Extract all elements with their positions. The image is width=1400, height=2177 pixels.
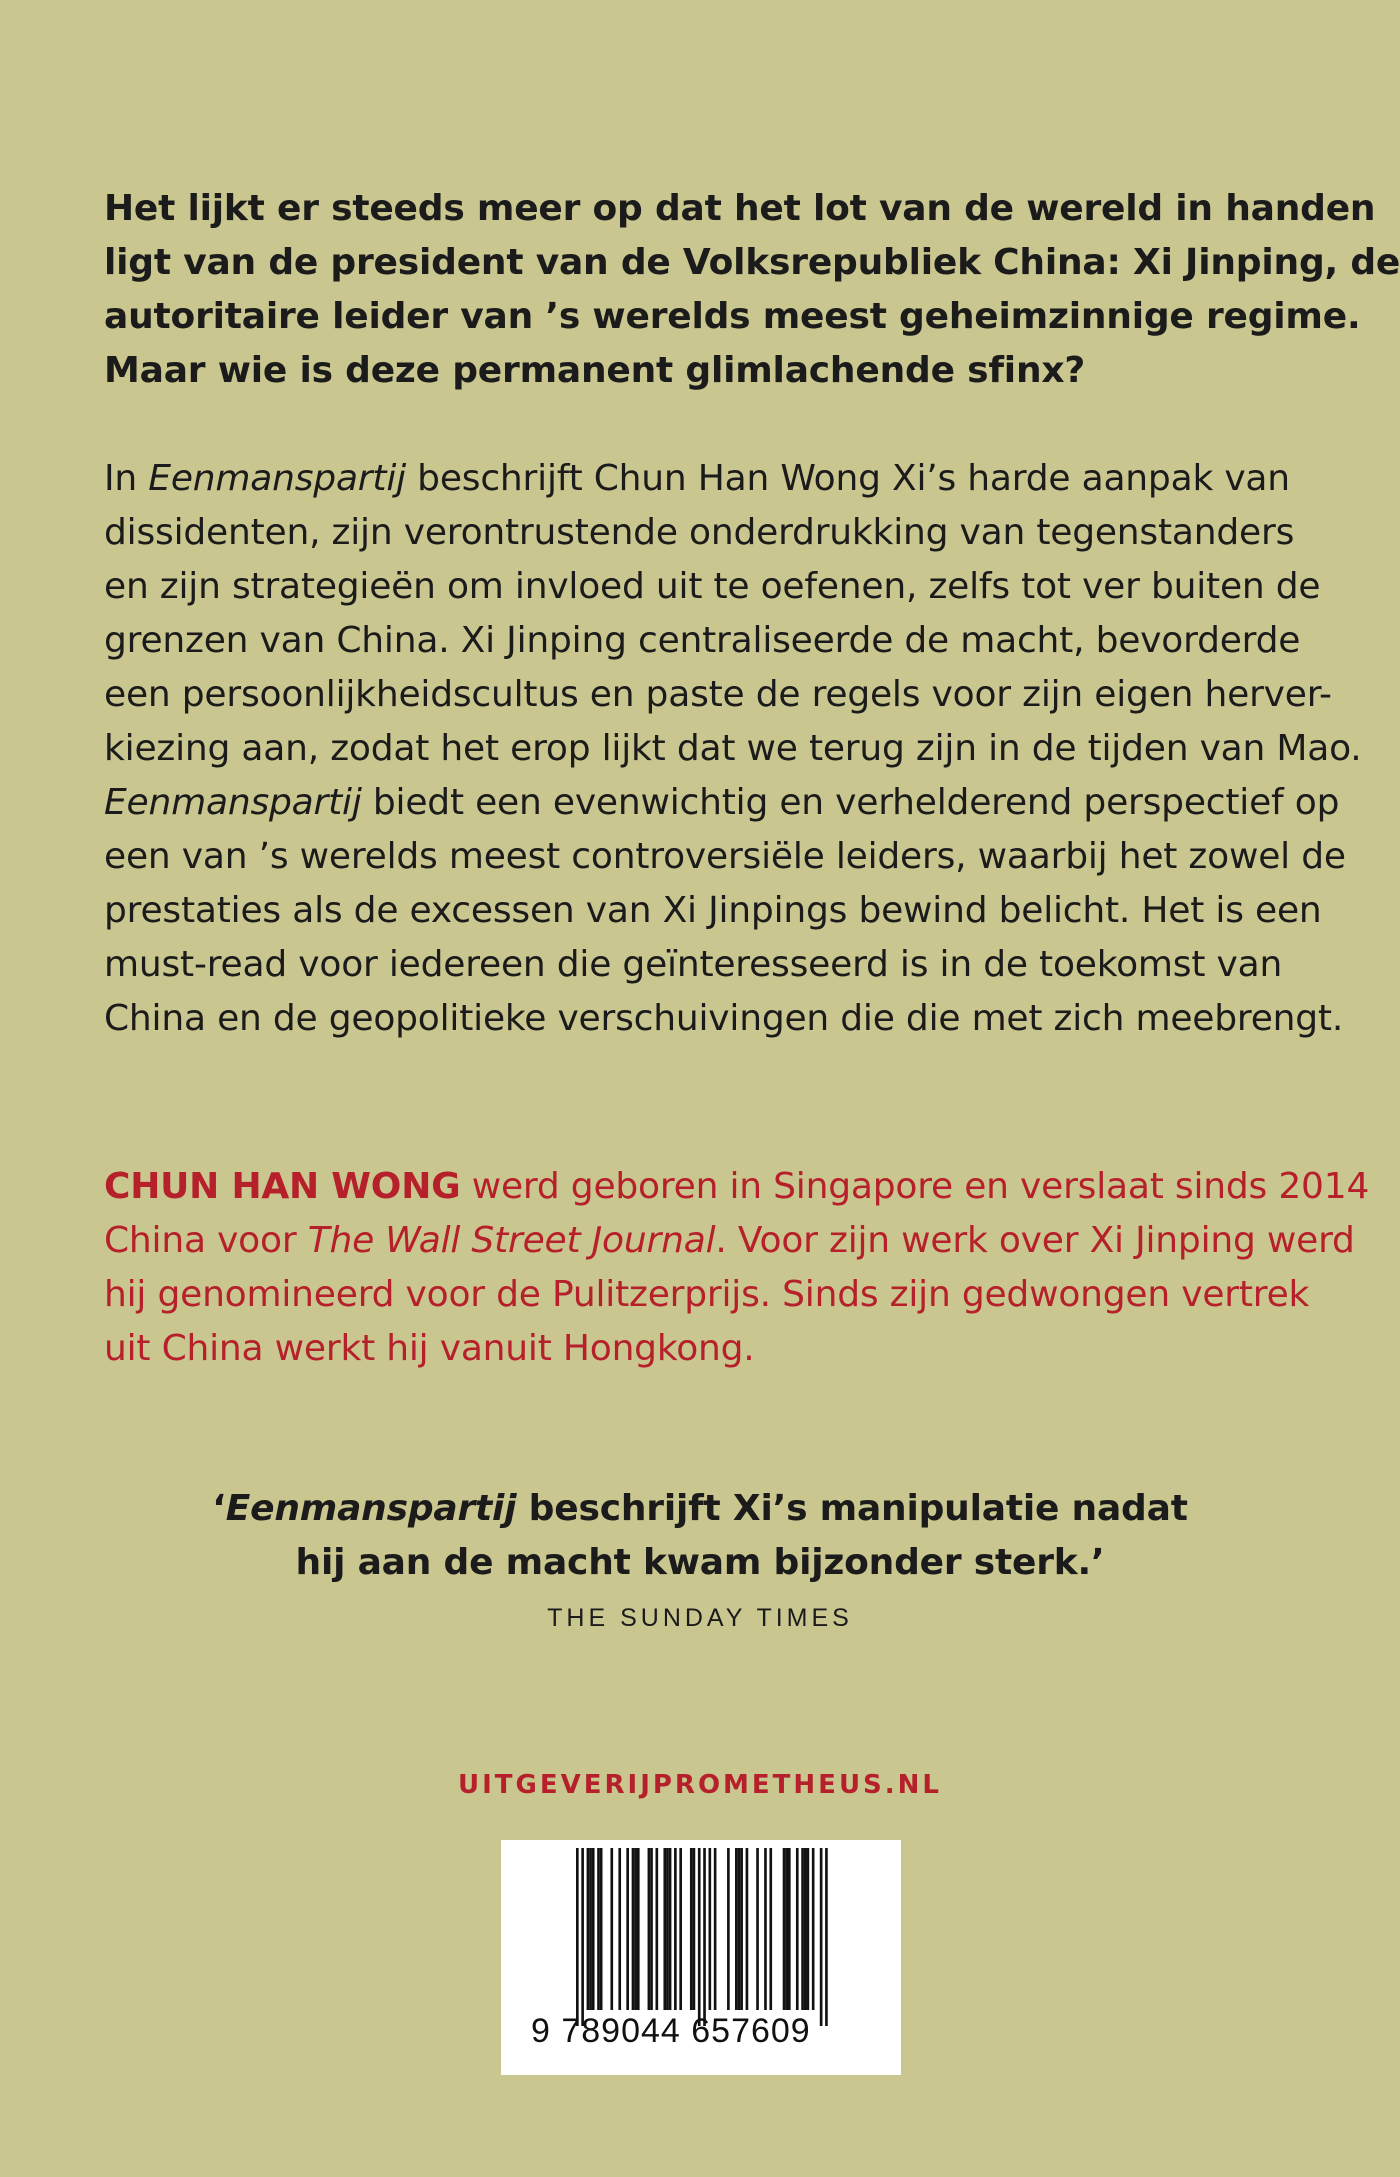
barcode-bar bbox=[618, 1848, 621, 2010]
author-name: CHUN HAN WONG bbox=[104, 1166, 461, 1207]
barcode-bar bbox=[698, 1848, 701, 2026]
barcode-bar bbox=[807, 1848, 810, 2010]
description-line: kiezing aan, zodat het erop lijkt dat we terug zijn in de tijden van Mao. bbox=[104, 728, 1362, 769]
barcode-bar bbox=[587, 1848, 590, 2010]
bio-line: CHUN HAN WONG werd geboren in Singapore en verslaat sinds 2014 bbox=[104, 1166, 1370, 1207]
description-line: een van ’s werelds meest controversiële leiders, waarbij het zowel de bbox=[104, 836, 1346, 877]
barcode-bar bbox=[663, 1848, 666, 2010]
barcode-bar bbox=[674, 1848, 677, 2010]
newspaper-name: The Wall Street Journal bbox=[307, 1220, 716, 1261]
bio-line: uit China werkt hij vanuit Hongkong. bbox=[104, 1328, 755, 1369]
description-line: grenzen van China. Xi Jinping centraliseerde de macht, bevorderde bbox=[104, 620, 1301, 661]
barcode-bar bbox=[727, 1848, 730, 2010]
barcode-bar bbox=[783, 1848, 786, 2010]
barcode-bar bbox=[600, 1848, 603, 2010]
barcode-bar bbox=[589, 1848, 592, 2010]
quote-source: THE SUNDAY TIMES bbox=[547, 1604, 853, 1632]
barcode-bar bbox=[740, 1848, 743, 2010]
description-line: en zijn strategieën om invloed uit te oefenen, zelfs tot ver buiten de bbox=[104, 566, 1321, 607]
barcode-bar bbox=[746, 1848, 749, 2010]
barcode-bar bbox=[690, 1848, 693, 2010]
barcode-bar bbox=[637, 1848, 640, 2010]
barcode-bar bbox=[634, 1848, 637, 2010]
barcode-bar bbox=[656, 1848, 659, 2010]
barcode-bar bbox=[626, 1848, 629, 2010]
barcode-bar bbox=[581, 1848, 584, 2026]
barcode-bar bbox=[610, 1848, 613, 2010]
barcode-bar bbox=[650, 1848, 653, 2010]
barcode-bar bbox=[669, 1848, 672, 2010]
barcode-bar bbox=[804, 1848, 807, 2010]
barcode-bar bbox=[693, 1848, 696, 2010]
barcode-bar bbox=[801, 1848, 804, 2010]
intro-line: Maar wie is deze permanent glimlachende sfinx? bbox=[104, 350, 1086, 391]
barcode-bar bbox=[576, 1848, 579, 2026]
description-line: prestaties als de excessen van Xi Jinpings bewind belicht. Het is een bbox=[104, 890, 1322, 931]
intro-paragraph bbox=[104, 182, 1400, 398]
barcode-bar bbox=[785, 1848, 788, 2010]
barcode-bar bbox=[825, 1848, 828, 2026]
description-line: Eenmanspartij biedt een evenwichtig en verhelderend perspectief op bbox=[104, 782, 1340, 823]
description-line: In Eenmanspartij beschrijft Chun Han Wong Xi’s harde aanpak van bbox=[104, 458, 1290, 499]
description-line: dissidenten, zijn verontrustende onderdrukking van tegenstanders bbox=[104, 512, 1295, 553]
quote-book-title: Eenmanspartij bbox=[225, 1488, 517, 1529]
description-line: China en de geopolitieke verschuivingen die die met zich meebrengt. bbox=[104, 998, 1344, 1039]
author-bio bbox=[104, 1160, 1370, 1376]
description-line: must-read voor iedereen die geïnteresseerd is in de toekomst van bbox=[104, 944, 1283, 985]
barcode-bar bbox=[714, 1848, 717, 2010]
publisher-url[interactable]: UITGEVERIJPROMETHEUS.NL bbox=[458, 1770, 942, 1800]
barcode-bar bbox=[632, 1848, 635, 2010]
barcode-bar bbox=[796, 1848, 799, 2010]
barcode-bar bbox=[709, 1848, 712, 2010]
bio-line: China voor The Wall Street Journal. Voor zijn werk over Xi Jinping werd bbox=[104, 1220, 1355, 1261]
barcode-bar bbox=[648, 1848, 651, 2010]
intro-line: Het lijkt er steeds meer op dat het lot van de wereld in handen bbox=[104, 188, 1376, 229]
description-paragraph bbox=[104, 452, 1362, 1046]
barcode-bar bbox=[679, 1848, 682, 2010]
quote-line: hij aan de macht kwam bijzonder sterk.’ bbox=[295, 1542, 1105, 1583]
barcode-bar bbox=[769, 1848, 772, 2010]
description-line: een persoonlijkheidscultus en paste de regels voor zijn eigen herver- bbox=[104, 674, 1332, 715]
barcode-digits: 9 789044 657609 bbox=[531, 2012, 811, 2050]
book-title-italic: Eenmanspartij bbox=[104, 782, 362, 823]
barcode-bar bbox=[820, 1848, 823, 2026]
book-title-italic: Eenmanspartij bbox=[148, 458, 406, 499]
barcode-bar bbox=[756, 1848, 759, 2010]
barcode-bar bbox=[788, 1848, 791, 2010]
barcode-bar bbox=[597, 1848, 600, 2010]
barcode-bar bbox=[703, 1848, 706, 2026]
barcode-bar bbox=[812, 1848, 815, 2010]
bio-line: hij genomineerd voor de Pulitzerprijs. Sinds zijn gedwongen vertrek bbox=[104, 1274, 1310, 1315]
intro-line: autoritaire leider van ’s werelds meest geheimzinnige regime. bbox=[104, 296, 1361, 337]
barcode-bar bbox=[738, 1848, 741, 2010]
barcode-bar bbox=[735, 1848, 738, 2010]
intro-line: ligt van de president van de Volksrepubliek China: Xi Jinping, de bbox=[104, 242, 1400, 283]
review-quote bbox=[0, 1482, 1400, 1590]
barcode-bar bbox=[592, 1848, 595, 2010]
quote-line: ‘Eenmanspartij beschrijft Xi’s manipulatie nadat bbox=[212, 1488, 1188, 1529]
barcode-bar bbox=[666, 1848, 669, 2010]
barcode-bar bbox=[764, 1848, 767, 2010]
isbn-barcode bbox=[501, 1840, 901, 2075]
